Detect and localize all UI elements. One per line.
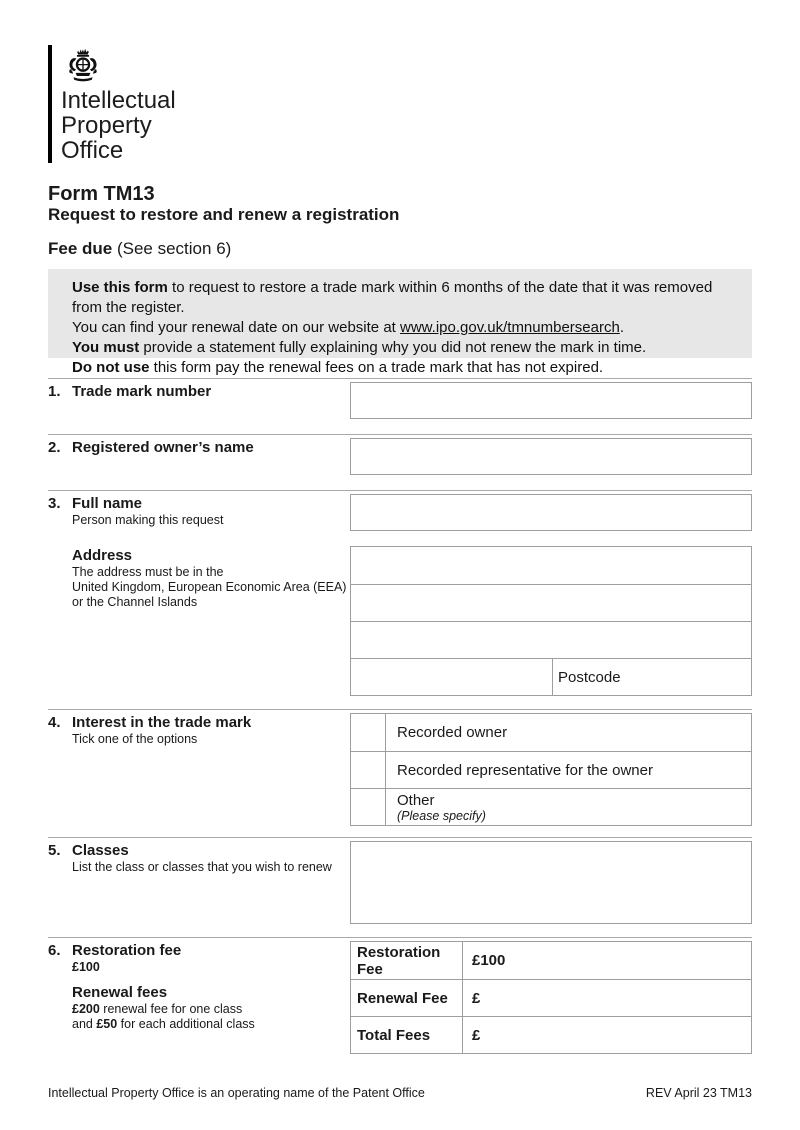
section-interest bbox=[48, 709, 752, 837]
restoration-fee-label: Restoration fee bbox=[72, 942, 182, 959]
fee-due-note: (See section 6) bbox=[112, 239, 232, 258]
fee-due-line bbox=[48, 239, 752, 259]
classes-label: Classes bbox=[72, 842, 129, 859]
section-registered-owner bbox=[48, 434, 752, 490]
section-5-number: 5. bbox=[48, 842, 61, 859]
fee-restoration-value[interactable]: £100 bbox=[472, 952, 506, 969]
instruction-line-2: You can find your renewal date on our website at www.ipo.gov.uk/tmnumbersearch. bbox=[72, 319, 624, 336]
fee-table bbox=[350, 941, 752, 1054]
logo-line-3: Office bbox=[61, 137, 124, 164]
form-title: Form TM13 bbox=[48, 183, 155, 205]
fee-row-total bbox=[351, 1016, 751, 1053]
full-name-input[interactable] bbox=[350, 494, 752, 531]
address-line-1-input[interactable] bbox=[351, 547, 751, 584]
renewal-fees-label: Renewal fees bbox=[72, 984, 168, 1001]
interest-options-table bbox=[350, 713, 752, 826]
trade-mark-number-input[interactable] bbox=[350, 382, 752, 419]
address-group bbox=[72, 546, 346, 610]
renewal-note-2: and £50 for each additional class bbox=[72, 1017, 255, 1031]
address-note-line-2: United Kingdom, European Economic Area (EEA) bbox=[72, 580, 347, 594]
fee-total-label: Total Fees bbox=[351, 1017, 463, 1053]
section-full-name-address bbox=[48, 490, 752, 709]
fee-renewal-label: Renewal Fee bbox=[351, 980, 463, 1016]
ipo-logo bbox=[48, 45, 752, 163]
royal-coat-of-arms-icon bbox=[61, 45, 105, 86]
section-3-number: 3. bbox=[48, 495, 61, 512]
fee-total-value[interactable]: £ bbox=[472, 1026, 481, 1044]
instruction-line-3: You must provide a statement fully explaining why you did not renew the mark in time. bbox=[72, 339, 647, 356]
restoration-fee-amount: £100 bbox=[72, 960, 100, 974]
recorded-representative-label: Recorded representative for the owner bbox=[397, 761, 653, 779]
postcode-cell[interactable] bbox=[553, 659, 751, 695]
address-line-2-input[interactable] bbox=[351, 584, 751, 621]
section-2-number: 2. bbox=[48, 439, 61, 456]
address-note-line-1: The address must be in the bbox=[72, 565, 224, 579]
renewal-note-1: £200 renewal fee for one class bbox=[72, 1002, 243, 1016]
section-1-label: Trade mark number bbox=[72, 383, 212, 400]
address-line-4-input[interactable] bbox=[351, 659, 553, 695]
section-fees bbox=[48, 937, 752, 1066]
postcode-label: Postcode bbox=[558, 668, 621, 686]
section-classes bbox=[48, 837, 752, 937]
address-line-3-input[interactable] bbox=[351, 621, 751, 658]
fee-row-renewal bbox=[351, 979, 751, 1016]
address-label: Address bbox=[72, 547, 133, 564]
classes-sublabel: List the class or classes that you wish to renew bbox=[72, 860, 332, 874]
other-label: Other bbox=[397, 791, 435, 809]
logo-line-2: Property bbox=[61, 112, 152, 139]
page-footer bbox=[48, 1086, 752, 1100]
interest-label: Interest in the trade mark bbox=[72, 714, 252, 731]
logo-vertical-bar bbox=[48, 45, 52, 163]
address-block bbox=[350, 546, 752, 696]
recorded-owner-checkbox[interactable] bbox=[351, 714, 386, 751]
logo-wordmark bbox=[61, 88, 176, 163]
section-6-number: 6. bbox=[48, 942, 61, 959]
instruction-line-4: Do not use this form pay the renewal fees on a trade mark that has not expired. bbox=[72, 359, 604, 376]
other-note: (Please specify) bbox=[397, 808, 486, 823]
fee-restoration-label: Restoration Fee bbox=[351, 942, 463, 979]
renewal-fees-group bbox=[72, 983, 255, 1032]
fee-due-label: Fee due bbox=[48, 239, 113, 258]
section-1-number: 1. bbox=[48, 383, 61, 400]
postcode-row bbox=[351, 658, 751, 695]
section-4-number: 4. bbox=[48, 714, 61, 731]
address-note-line-3: or the Channel Islands bbox=[72, 595, 198, 609]
instructions-box bbox=[48, 269, 752, 376]
full-name-sublabel: Person making this request bbox=[72, 513, 224, 527]
fee-row-restoration bbox=[351, 942, 751, 979]
form-subtitle: Request to restore and renew a registration bbox=[48, 205, 400, 224]
option-row-other bbox=[351, 788, 751, 825]
footer-left-text: Intellectual Property Office is an operating name of the Patent Office bbox=[48, 1086, 425, 1100]
other-checkbox[interactable] bbox=[351, 789, 386, 825]
option-row-recorded-owner bbox=[351, 714, 751, 751]
section-trade-mark-number bbox=[48, 378, 752, 434]
tmnumbersearch-link[interactable]: www.ipo.gov.uk/tmnumbersearch bbox=[400, 319, 620, 336]
recorded-representative-checkbox[interactable] bbox=[351, 752, 386, 788]
interest-sublabel: Tick one of the options bbox=[72, 732, 198, 746]
fee-renewal-value[interactable]: £ bbox=[472, 989, 481, 1007]
instruction-line-1: Use this form to request to restore a trade mark within 6 months of the date that it was removed from the register. bbox=[72, 279, 713, 316]
recorded-owner-label: Recorded owner bbox=[397, 724, 508, 741]
full-name-label: Full name bbox=[72, 495, 143, 512]
section-2-label: Registered owner’s name bbox=[72, 439, 254, 456]
restoration-fee-group bbox=[72, 941, 255, 975]
footer-right-text: REV April 23 TM13 bbox=[645, 1086, 752, 1100]
logo-line-1: Intellectual bbox=[61, 87, 176, 114]
classes-input[interactable] bbox=[350, 841, 752, 924]
full-name-group bbox=[72, 494, 346, 528]
option-row-recorded-representative bbox=[351, 751, 751, 788]
registered-owner-name-input[interactable] bbox=[350, 438, 752, 475]
